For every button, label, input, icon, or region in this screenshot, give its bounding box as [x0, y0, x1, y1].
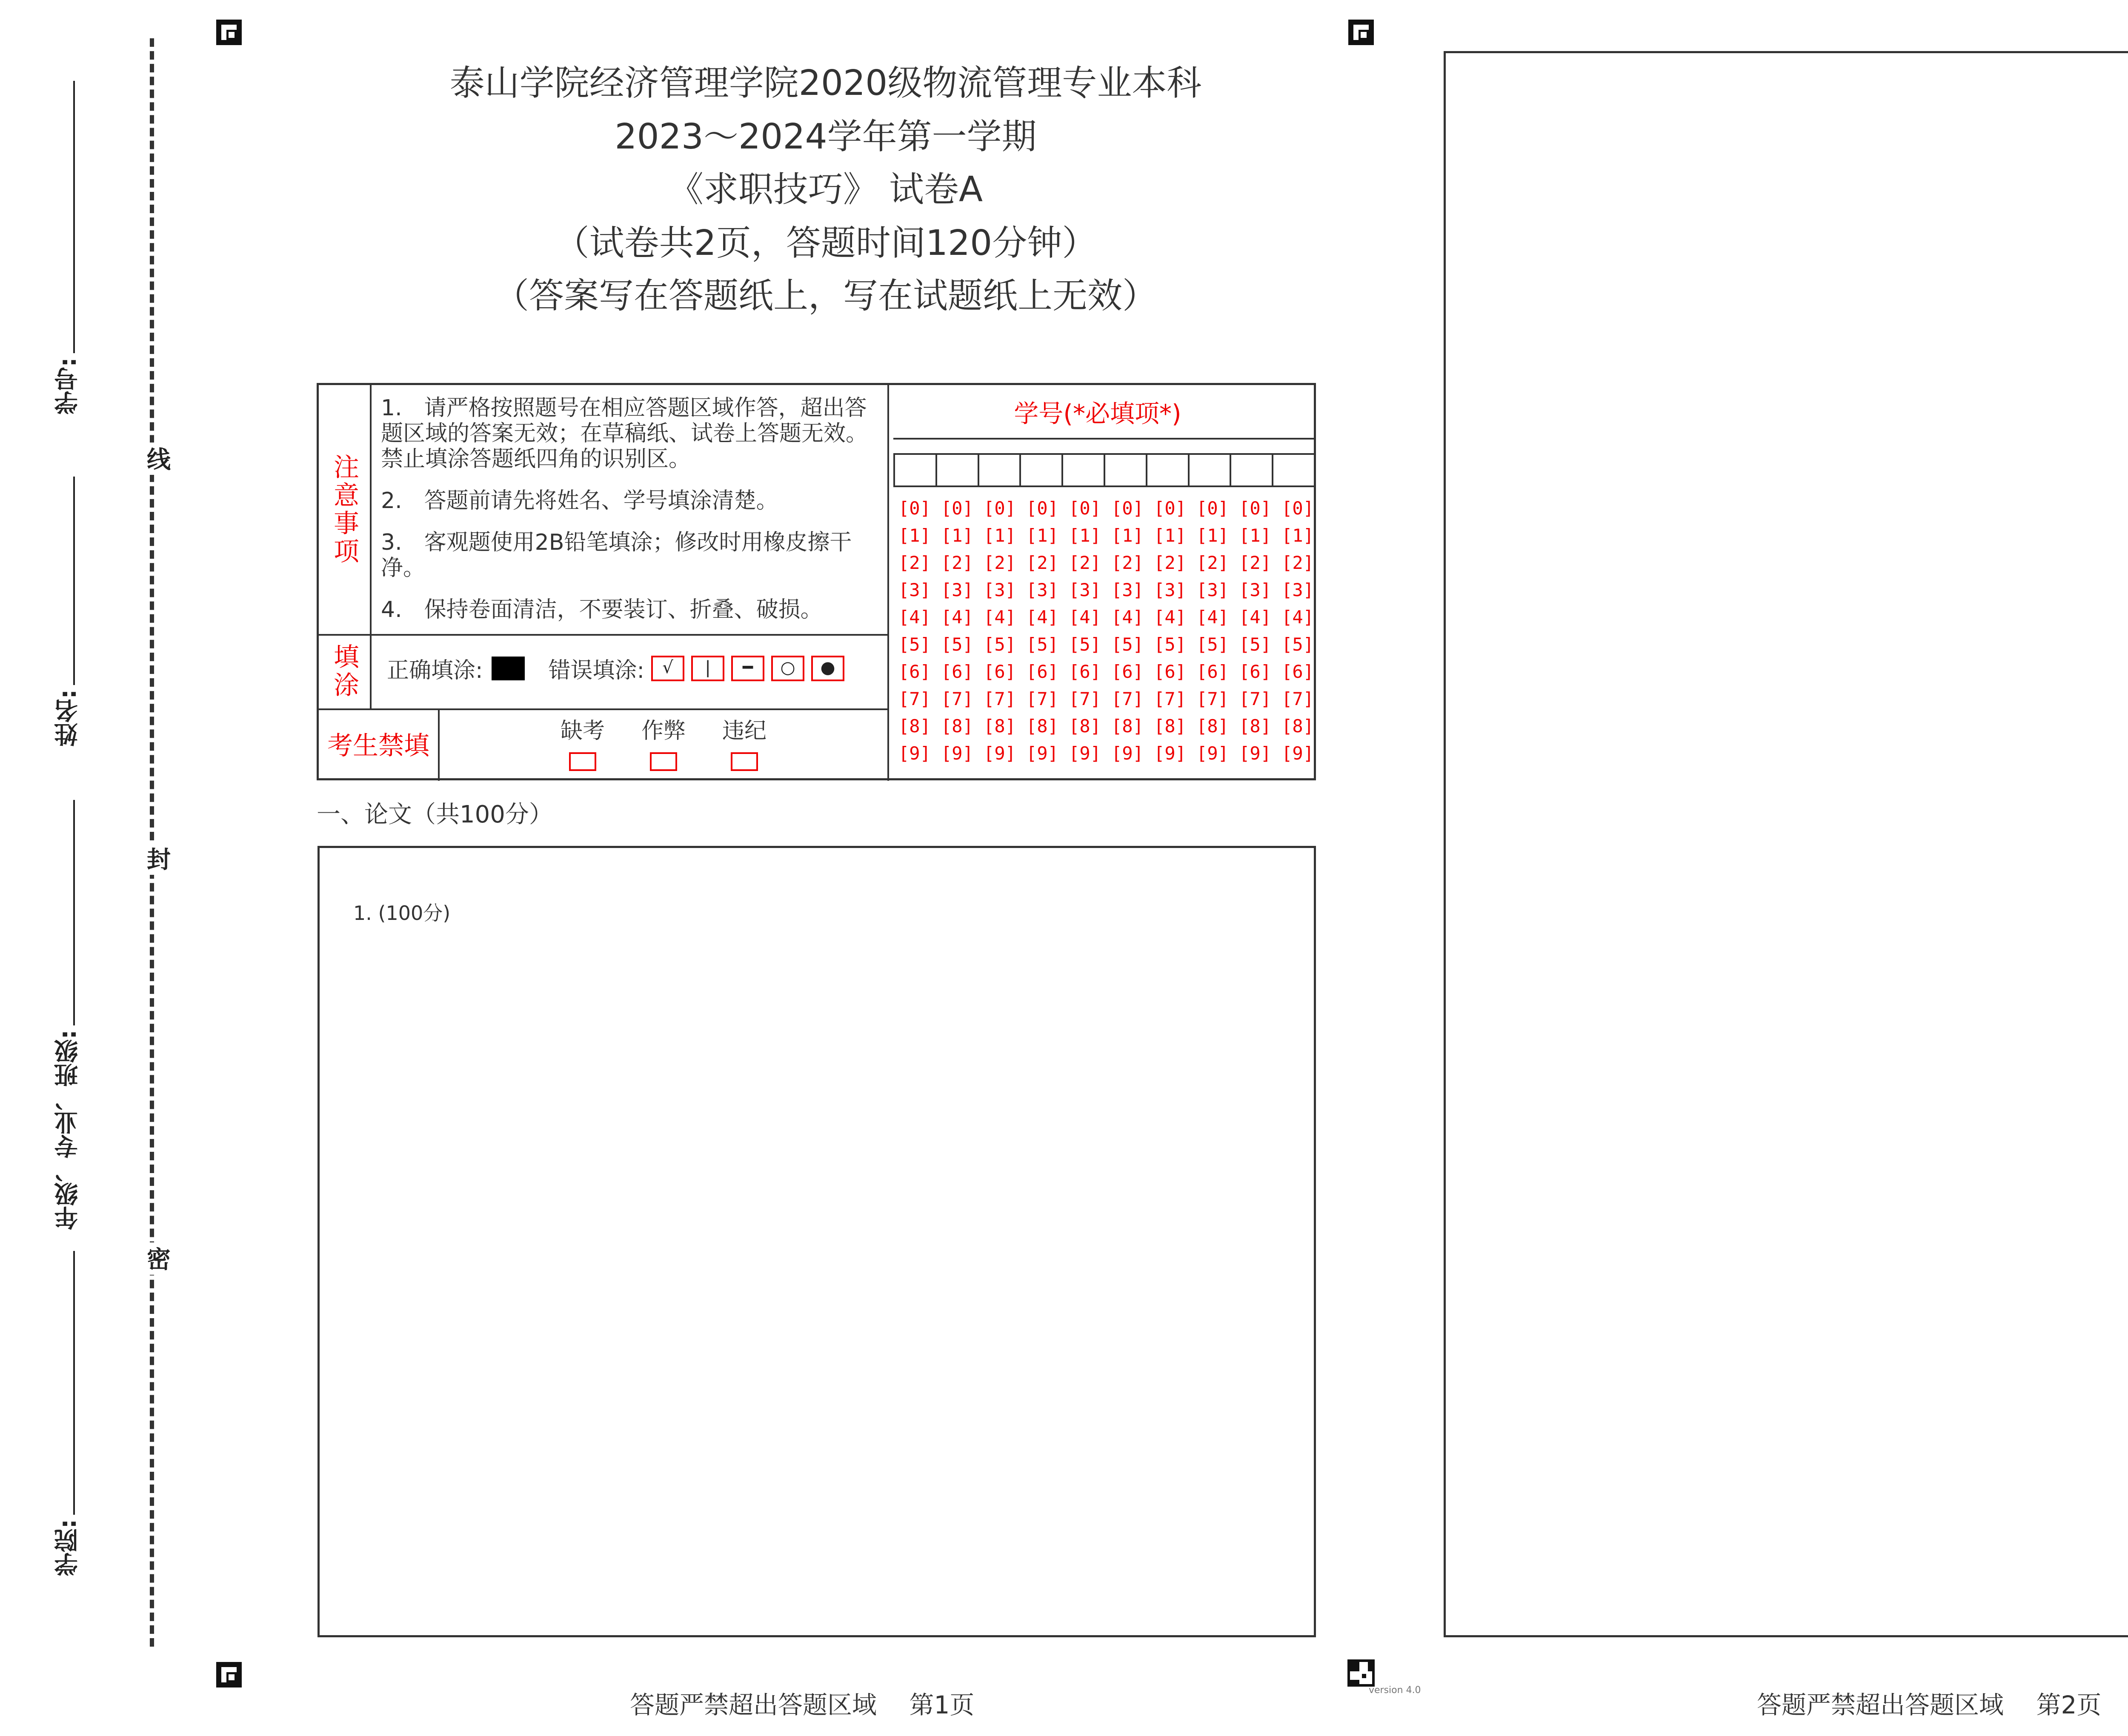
student-id-bubble[interactable]: [4] [1239, 607, 1271, 628]
student-id-bubble[interactable]: [5] [1026, 634, 1058, 655]
student-id-bubble[interactable]: [6] [898, 661, 931, 682]
student-id-digit-box[interactable] [1272, 453, 1316, 487]
correct-fill-label: 正确填涂: [387, 658, 483, 683]
student-id-bubble-row [898, 713, 1314, 740]
class-label: 年级、专业、班级: [54, 1030, 82, 1230]
student-id-bubble[interactable]: [8] [1281, 716, 1314, 737]
exam-answer-note: （答案写在答题纸上，写在试题纸上无效） [494, 276, 1157, 316]
student-id-bubble[interactable]: [0] [984, 498, 1016, 519]
student-id-bubble[interactable]: [6] [1239, 661, 1271, 682]
student-id-bubble[interactable]: [2] [1111, 552, 1144, 573]
notice-side-label: 注意事项 [329, 453, 359, 566]
student-id-bubble[interactable]: [0] [1239, 498, 1271, 519]
notice-item: 2. 答题前请先将姓名、学号填涂清楚。 [381, 488, 778, 514]
student-id-bubble[interactable]: [5] [1281, 634, 1314, 655]
student-id-bubble[interactable]: [9] [941, 743, 973, 764]
student-id-bubble[interactable]: [7] [1111, 688, 1144, 709]
student-id-bubble[interactable]: [7] [1196, 688, 1229, 709]
student-id-bubble[interactable]: [2] [898, 552, 931, 573]
student-id-bubble[interactable]: [1] [1069, 525, 1101, 546]
divider [438, 708, 440, 781]
student-id-bubble[interactable]: [0] [941, 498, 973, 519]
section-title: 一、论文（共100分） [317, 801, 553, 828]
line-marker-label: 线 [140, 443, 174, 475]
student-id-bubble[interactable]: [7] [1069, 688, 1101, 709]
student-id-bubble[interactable]: [5] [941, 634, 973, 655]
student-id-bubble[interactable]: [1] [1281, 525, 1314, 546]
student-id-bubble[interactable]: [0] [1196, 498, 1229, 519]
ban-label: 考生禁填 [327, 731, 429, 761]
student-id-bubble[interactable]: [1] [1154, 525, 1186, 546]
divider [319, 634, 889, 636]
student-id-bubble[interactable]: [2] [1239, 552, 1271, 573]
student-id-bubble[interactable]: [8] [941, 716, 973, 737]
student-id-bubble[interactable]: [9] [984, 743, 1016, 764]
version-label: version 4.0 [1369, 1685, 1421, 1696]
student-id-bubble[interactable]: [2] [1069, 552, 1101, 573]
student-id-bubble-row [898, 740, 1314, 767]
student-id-bubble[interactable]: [0] [1154, 498, 1186, 519]
student-id-bubble-row [898, 658, 1314, 685]
student-id-bubble-grid [898, 495, 1314, 767]
student-id-digit-box[interactable] [1061, 453, 1105, 487]
student-id-bubble[interactable]: [6] [1111, 661, 1144, 682]
student-id-bubble[interactable]: [2] [984, 552, 1016, 573]
student-id-bubble[interactable]: [3] [1154, 580, 1186, 600]
student-id-bubble[interactable]: [5] [1196, 634, 1229, 655]
name-line [73, 477, 75, 685]
footer-page1: 答题严禁超出答题区域 第1页 [630, 1690, 975, 1719]
student-id-bubble[interactable]: [4] [1154, 607, 1186, 628]
student-id-bubble[interactable]: [7] [1154, 688, 1186, 709]
student-id-bubble-row [898, 685, 1314, 713]
student-id-bubble[interactable]: [5] [1154, 634, 1186, 655]
notice-item: 4. 保持卷面清洁，不要装订、折叠、破损。 [381, 597, 823, 622]
student-id-bubble[interactable]: [4] [1026, 607, 1058, 628]
student-id-bubble[interactable]: [4] [941, 607, 973, 628]
student-id-bubble[interactable]: [3] [1111, 580, 1144, 600]
student-id-line [73, 81, 75, 353]
student-id-title: 学号(*必填项*) [1014, 399, 1181, 428]
student-id-bubble[interactable]: [0] [1281, 498, 1314, 519]
student-id-bubble[interactable]: [1] [1239, 525, 1271, 546]
student-id-bubble-row [898, 577, 1314, 604]
student-id-digit-box[interactable] [935, 453, 979, 487]
exam-duration: （试卷共2页，答题时间120分钟） [554, 223, 1097, 263]
student-id-bubble[interactable]: [7] [1026, 688, 1058, 709]
notice-list [381, 395, 879, 639]
qr-marker-icon [1347, 1659, 1375, 1687]
student-id-bubble[interactable]: [7] [984, 688, 1016, 709]
wrong-fill-bar-icon: | [691, 656, 724, 681]
student-id-bubble[interactable]: [8] [1239, 716, 1271, 737]
student-id-bubble[interactable]: [8] [1026, 716, 1058, 737]
student-id-bubble[interactable]: [1] [984, 525, 1016, 546]
student-id-bubble[interactable]: [4] [1069, 607, 1101, 628]
student-id-bubble[interactable]: [1] [1196, 525, 1229, 546]
divider [319, 708, 889, 710]
correct-fill-swatch [492, 657, 525, 680]
student-id-bubble-row [898, 549, 1314, 577]
seal-marker-label: 封 [140, 842, 174, 875]
student-id-bubble[interactable]: [4] [1111, 607, 1144, 628]
student-id-bubble[interactable]: [8] [1111, 716, 1144, 737]
student-id-bubble[interactable]: [9] [1069, 743, 1101, 764]
student-id-bubble[interactable]: [7] [898, 688, 931, 709]
corner-marker-icon [216, 1662, 242, 1687]
corner-marker-icon [1348, 20, 1374, 45]
student-id-bubble[interactable]: [5] [984, 634, 1016, 655]
student-id-bubble[interactable]: [8] [898, 716, 931, 737]
answer-area-page2[interactable] [1444, 51, 2128, 1637]
student-id-bubble[interactable]: [9] [1196, 743, 1229, 764]
student-id-digit-box[interactable] [1019, 453, 1063, 487]
fill-example-row [387, 652, 844, 684]
student-id-bubble[interactable]: [6] [1154, 661, 1186, 682]
student-id-bubble[interactable]: [6] [1196, 661, 1229, 682]
student-id-bubble[interactable]: [9] [1154, 743, 1186, 764]
student-id-bubble[interactable]: [0] [1111, 498, 1144, 519]
student-id-bubble[interactable]: [6] [941, 661, 973, 682]
footer-page2: 答题严禁超出答题区域 第2页 [1757, 1690, 2102, 1719]
student-id-bubble[interactable]: [5] [898, 634, 931, 655]
student-id-bubble[interactable]: [3] [984, 580, 1016, 600]
student-id-bubble[interactable]: [2] [1281, 552, 1314, 573]
exam-school-title: 泰山学院经济管理学院2020级物流管理专业本科 [449, 63, 1202, 103]
wrong-fill-check-icon: √ [651, 656, 684, 681]
ban-option-absent[interactable] [553, 713, 612, 771]
student-id-digit-box[interactable] [1104, 453, 1147, 487]
student-id-bubble[interactable]: [5] [1111, 634, 1144, 655]
student-id-bubble[interactable]: [3] [941, 580, 973, 600]
student-id-bubble[interactable]: [8] [1196, 716, 1229, 737]
college-label: 学院: [54, 1519, 82, 1576]
secret-marker-label: 密 [140, 1242, 174, 1275]
ban-checkbox[interactable] [731, 752, 758, 771]
student-id-bubble[interactable]: [9] [1026, 743, 1058, 764]
ban-option-label: 缺考 [560, 718, 605, 744]
student-id-bubble-row [898, 522, 1314, 549]
ban-option-cheat[interactable] [634, 713, 693, 771]
student-id-bubble[interactable]: [6] [984, 661, 1016, 682]
divider [887, 385, 889, 781]
student-id-bubble[interactable]: [6] [1069, 661, 1101, 682]
student-id-bubble-row [898, 495, 1314, 522]
student-id-bubble[interactable]: [1] [1111, 525, 1144, 546]
student-id-write-boxes [893, 453, 1314, 487]
student-id-bubble[interactable]: [1] [941, 525, 973, 546]
ban-checkbox[interactable] [569, 752, 596, 771]
wrong-fill-dot-icon: ● [811, 656, 844, 681]
wrong-fill-circle-icon: ○ [771, 656, 804, 681]
student-id-bubble[interactable]: [8] [1069, 716, 1101, 737]
student-id-bubble[interactable]: [6] [1281, 661, 1314, 682]
student-id-bubble[interactable]: [5] [1069, 634, 1101, 655]
student-id-digit-box[interactable] [1188, 453, 1232, 487]
student-id-bubble[interactable]: [4] [898, 607, 931, 628]
corner-marker-icon [216, 20, 242, 45]
student-id-bubble[interactable]: [0] [1069, 498, 1101, 519]
student-id-bubble[interactable]: [3] [1281, 580, 1314, 600]
student-id-bubble[interactable]: [9] [1281, 743, 1314, 764]
student-id-bubble[interactable]: [6] [1026, 661, 1058, 682]
exam-course-title: 《求职技巧》 试卷A [668, 169, 983, 210]
student-id-bubble-row [898, 631, 1314, 658]
student-id-bubble[interactable]: [9] [1111, 743, 1144, 764]
wrong-fill-label: 错误填涂: [548, 658, 645, 683]
student-id-bubble[interactable]: [4] [1196, 607, 1229, 628]
class-line [73, 800, 75, 1025]
student-id-bubble[interactable]: [3] [1026, 580, 1058, 600]
student-id-bubble[interactable]: [2] [1196, 552, 1229, 573]
fill-side-cell [319, 634, 372, 708]
student-id-bubble[interactable]: [3] [1196, 580, 1229, 600]
fill-side-label: 填涂 [329, 643, 359, 700]
student-id-digit-box[interactable] [893, 453, 937, 487]
student-id-bubble[interactable]: [8] [984, 716, 1016, 737]
student-id-bubble[interactable]: [2] [1026, 552, 1058, 573]
student-id-digit-box[interactable] [1230, 453, 1273, 487]
student-id-label: 学号: [54, 357, 82, 415]
wrong-fill-dash-icon: ━ [731, 656, 764, 681]
student-id-digit-box[interactable] [978, 453, 1021, 487]
answer-area-page1[interactable] [317, 846, 1316, 1637]
notice-item: 1. 请严格按照题号在相应答题区域作答，超出答题区域的答案无效；在草稿纸、试卷上答题无效。禁止填涂答题纸四角的识别区。 [381, 395, 868, 472]
exam-info-box [317, 383, 1316, 780]
student-id-bubble[interactable]: [0] [1026, 498, 1058, 519]
student-id-bubble-row [898, 604, 1314, 631]
student-id-bubble[interactable]: [8] [1154, 716, 1186, 737]
student-id-bubble[interactable]: [5] [1239, 634, 1271, 655]
student-id-bubble[interactable]: [1] [1026, 525, 1058, 546]
student-id-digit-box[interactable] [1146, 453, 1190, 487]
student-id-bubble[interactable]: [2] [1154, 552, 1186, 573]
question-label: 1. (100分) [353, 902, 451, 925]
name-label: 姓名: [54, 689, 82, 747]
notice-side-cell [319, 385, 372, 634]
student-id-bubble[interactable]: [0] [898, 498, 931, 519]
student-id-bubble[interactable]: [7] [1239, 688, 1271, 709]
student-id-bubble[interactable]: [1] [898, 525, 931, 546]
ban-checkbox[interactable] [650, 752, 677, 771]
student-id-bubble[interactable]: [4] [1281, 607, 1314, 628]
student-id-bubble[interactable]: [9] [898, 743, 931, 764]
notice-item: 3. 客观题使用2B铅笔填涂；修改时用橡皮擦干净。 [381, 530, 852, 581]
ban-option-label: 作弊 [641, 718, 686, 744]
student-id-bubble[interactable]: [7] [941, 688, 973, 709]
student-id-bubble[interactable]: [3] [1239, 580, 1271, 600]
student-id-bubble[interactable]: [9] [1239, 743, 1271, 764]
exam-term: 2023～2024学年第一学期 [615, 117, 1037, 157]
student-id-bubble[interactable]: [3] [1069, 580, 1101, 600]
ban-option-label: 违纪 [722, 718, 767, 744]
ban-option-violation[interactable] [715, 713, 774, 771]
college-line [73, 1251, 75, 1515]
divider [893, 438, 1314, 440]
student-id-bubble[interactable]: [2] [941, 552, 973, 573]
student-id-bubble[interactable]: [3] [898, 580, 931, 600]
student-id-bubble[interactable]: [4] [984, 607, 1016, 628]
student-id-bubble[interactable]: [7] [1281, 688, 1314, 709]
